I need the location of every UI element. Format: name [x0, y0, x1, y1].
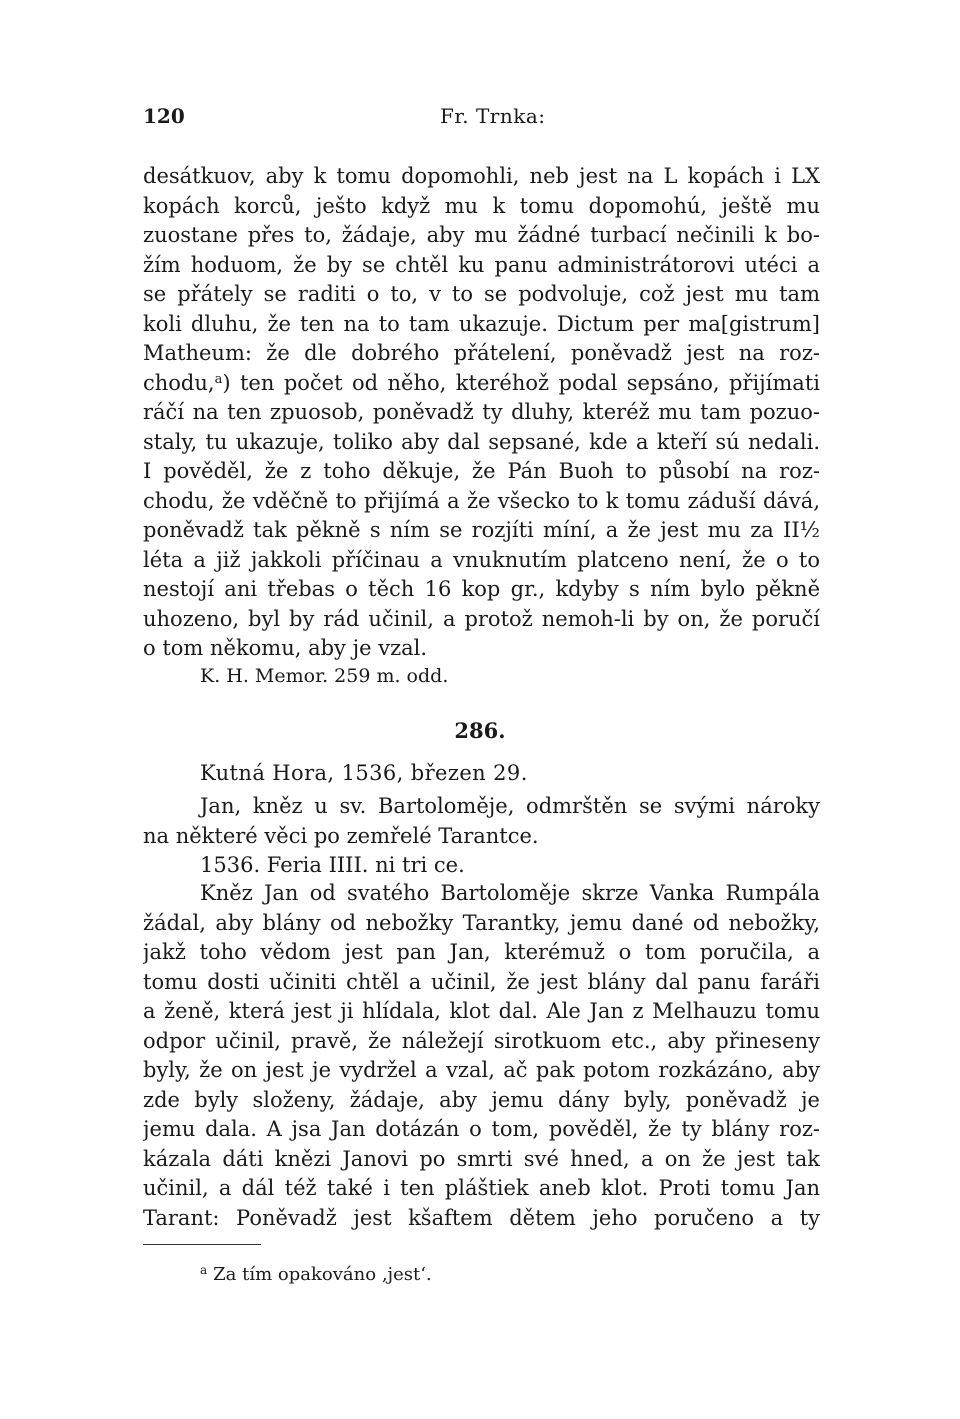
- text-line: žádal, aby blány od nebožky Tarantky, jemu dané od nebožky,: [143, 910, 820, 935]
- text-line-with-footnote-ref: [143, 369, 820, 399]
- running-title: Fr. Trnka:: [440, 104, 546, 128]
- footnote-text: Za tím opakováno ‚jest‘.: [213, 1264, 432, 1285]
- text-line: jakž toho vědom jest pan Jan, kterémuž o tom poručila, a: [143, 940, 820, 964]
- source-citation: K. H. Memor. 259 m. odd.: [200, 665, 449, 687]
- text-line: Matheum: že dle dobrého přátelení, poněvadž jest na roz-: [143, 341, 820, 365]
- text-fragment: chodu,: [143, 370, 215, 395]
- footnote-divider: [143, 1244, 261, 1245]
- text-line: se přátely se raditi o to, v to se podvoluje, což jest mu tam: [143, 282, 820, 306]
- text-line: kázala dáti knězi Janovi po smrti své hned, a on že jest tak: [143, 1146, 820, 1171]
- text-line: učinil, a dál též také i ten pláštiek aneb klot. Proti tomu Jan: [143, 1176, 820, 1200]
- text-fragment: ) ten počet od něho, kteréhož podal sepsáno, přijímati: [222, 370, 820, 395]
- regest-line: na některé věci po zemřelé Tarantce.: [143, 823, 539, 848]
- text-line: Tarant: Poněvadž jest kšaftem dětem jeho poručeno a ty: [143, 1205, 820, 1230]
- text-line: Kněz Jan od svatého Bartoloměje skrze Vanka Rumpála: [200, 881, 820, 905]
- text-line: tomu dosti učiniti chtěl a učinil, že jest blány dal panu faráři: [143, 969, 820, 994]
- text-line: byly, že on jest je vydržel a vzal, ač pak potom rozkázáno, aby: [143, 1058, 820, 1082]
- text-line: kopách korců, ješto když mu k tomu dopomohú, ještě mu: [143, 193, 820, 218]
- document-number: 286.: [454, 718, 506, 743]
- dateline: Kutná Hora, 1536, březen 29.: [200, 761, 528, 785]
- text-line: léta a již jakkoli příčinau a vnuknutím platceno není, že o to: [143, 547, 820, 572]
- text-line: poněvadž tak pěkně s ním se rozjíti míní, a že jest mu za II½: [143, 518, 820, 542]
- footnote-mark: a: [200, 1263, 208, 1277]
- footnote-reference: a: [214, 371, 223, 387]
- text-line: staly, tu ukazuje, toliko aby dal sepsané, kde a kteří sú nedali.: [143, 429, 820, 454]
- text-line: žím hoduom, že by se chtěl ku panu administrátorovi utéci a: [143, 252, 820, 277]
- page-number: 120: [143, 104, 185, 128]
- regest-line: Jan, kněz u sv. Bartoloměje, odmrštěn se svými nároky: [200, 794, 820, 818]
- text-line: ráčí na ten zpuosob, poněvadž ty dluhy, kteréž mu tam pozuo-: [143, 400, 820, 424]
- text-line: o tom někomu, aby je vzal.: [143, 636, 428, 660]
- running-head: [143, 104, 820, 134]
- text-line: I pověděl, že z toho děkuje, že Pán Buoh to působí na roz-: [143, 459, 820, 483]
- footnote: [200, 1262, 432, 1288]
- text-line: zuostane přes to, žádaje, aby mu žádné turbací nečinili k bo-: [143, 223, 820, 247]
- document-body: [143, 879, 820, 1233]
- regest: [143, 792, 820, 881]
- text-line: nestojí ani třebas o těch 16 kop gr., kdyby s ním bylo pěkně: [143, 577, 820, 601]
- text-line: desátkuov, aby k tomu dopomohli, neb jest na L kopách i LX: [143, 164, 820, 188]
- text-line: uhozeno, byl by rád učinil, a protož nemoh-li by on, že poručí: [143, 606, 820, 631]
- continuation-paragraph: [143, 162, 820, 664]
- text-line: zde byly složeny, žádaje, aby jemu dány byly, poněvadž je: [143, 1087, 820, 1112]
- text-line: chodu, že vděčně to přijímá a že všecko to k tomu záduší dává,: [143, 488, 820, 513]
- text-line: koli dluhu, že ten na to tam ukazuje. Dictum per ma[gistrum]: [143, 311, 820, 336]
- text-line: a ženě, která jest ji hlídala, klot dal. Ale Jan z Melhauzu tomu: [143, 999, 820, 1023]
- original-date-line: 1536. Feria IIII. ni tri ce.: [200, 853, 465, 877]
- text-line: jemu dala. A jsa Jan dotázán o tom, pověděl, že ty blány roz-: [143, 1117, 820, 1141]
- text-line: odpor učinil, pravě, že náležejí sirotkuom etc., aby přineseny: [143, 1028, 820, 1053]
